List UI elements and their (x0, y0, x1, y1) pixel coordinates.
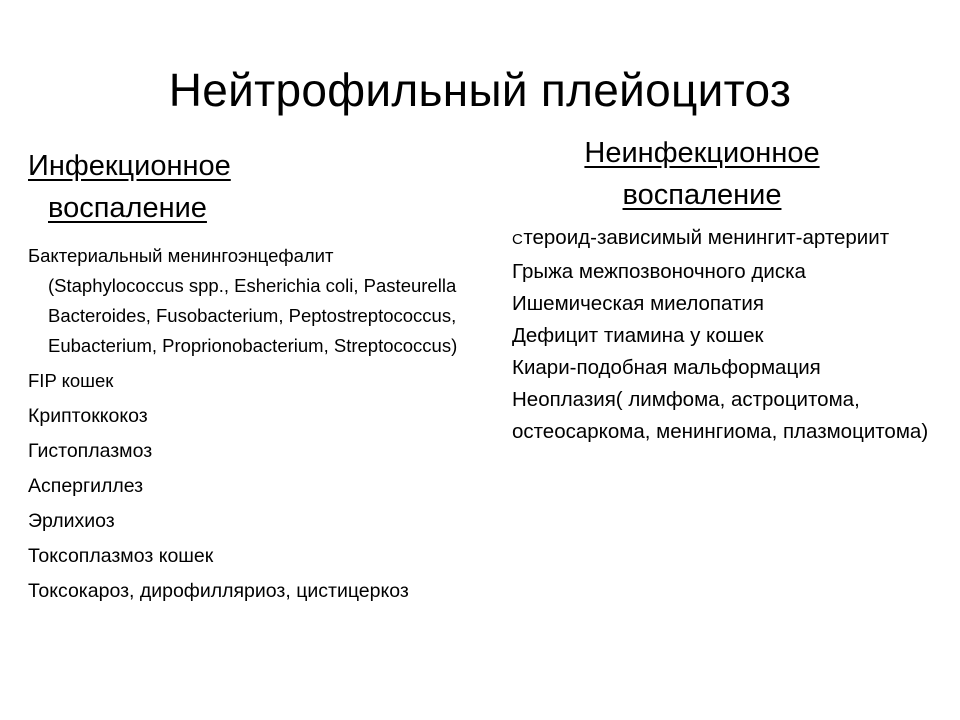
list-item: FIP кошек (28, 370, 114, 391)
list-item: Неоплазия( лимфома, астроцитома, остеосаркома, менингиома, плазмоцитома) (512, 388, 929, 443)
list-item (512, 222, 942, 256)
list-item: Дефицит тиамина у кошек (512, 324, 764, 347)
list-item: Криптоккокоз (28, 405, 148, 427)
right-column-heading (512, 132, 892, 216)
first-item-rest: тероид-зависимый менингит-артериит (523, 226, 890, 249)
list-item: Токсокароз, дирофилляриоз, цистицеркоз (28, 580, 409, 602)
list-item: Киари-подобная мальформация (512, 356, 821, 379)
list-item: Токсоплазмоз кошек (28, 545, 214, 567)
left-heading-line2: воспаление (48, 192, 207, 224)
right-heading-line1: Неинфекционное (584, 137, 820, 169)
list-item: Эрлихиоз (28, 510, 115, 532)
left-heading-line1: Инфекционное (28, 150, 231, 182)
first-item-lead: С (512, 231, 524, 248)
list-item: Бактериальный менингоэнцефалит (Staphylococcus spp., Esherichia coli, Pasteurella Bacteroides, Fusobacterium, Peptostreptococcus, Eubacterium, Proprionobacterium, Streptococcus) (28, 245, 458, 356)
left-column-heading (28, 145, 468, 229)
right-column (512, 132, 942, 448)
list-item: Аспергиллез (28, 475, 144, 497)
noninfectious-causes-list (512, 222, 942, 448)
infectious-causes-list (28, 241, 468, 606)
list-item: Грыжа межпозвоночного диска (512, 260, 806, 283)
slide-title: Нейтрофильный плейоцитоз (168, 64, 792, 116)
right-heading-line2: воспаление (622, 179, 782, 211)
list-item: Гистоплазмоз (28, 440, 153, 462)
list-item: Ишемическая миелопатия (512, 292, 764, 315)
left-column (28, 145, 468, 611)
